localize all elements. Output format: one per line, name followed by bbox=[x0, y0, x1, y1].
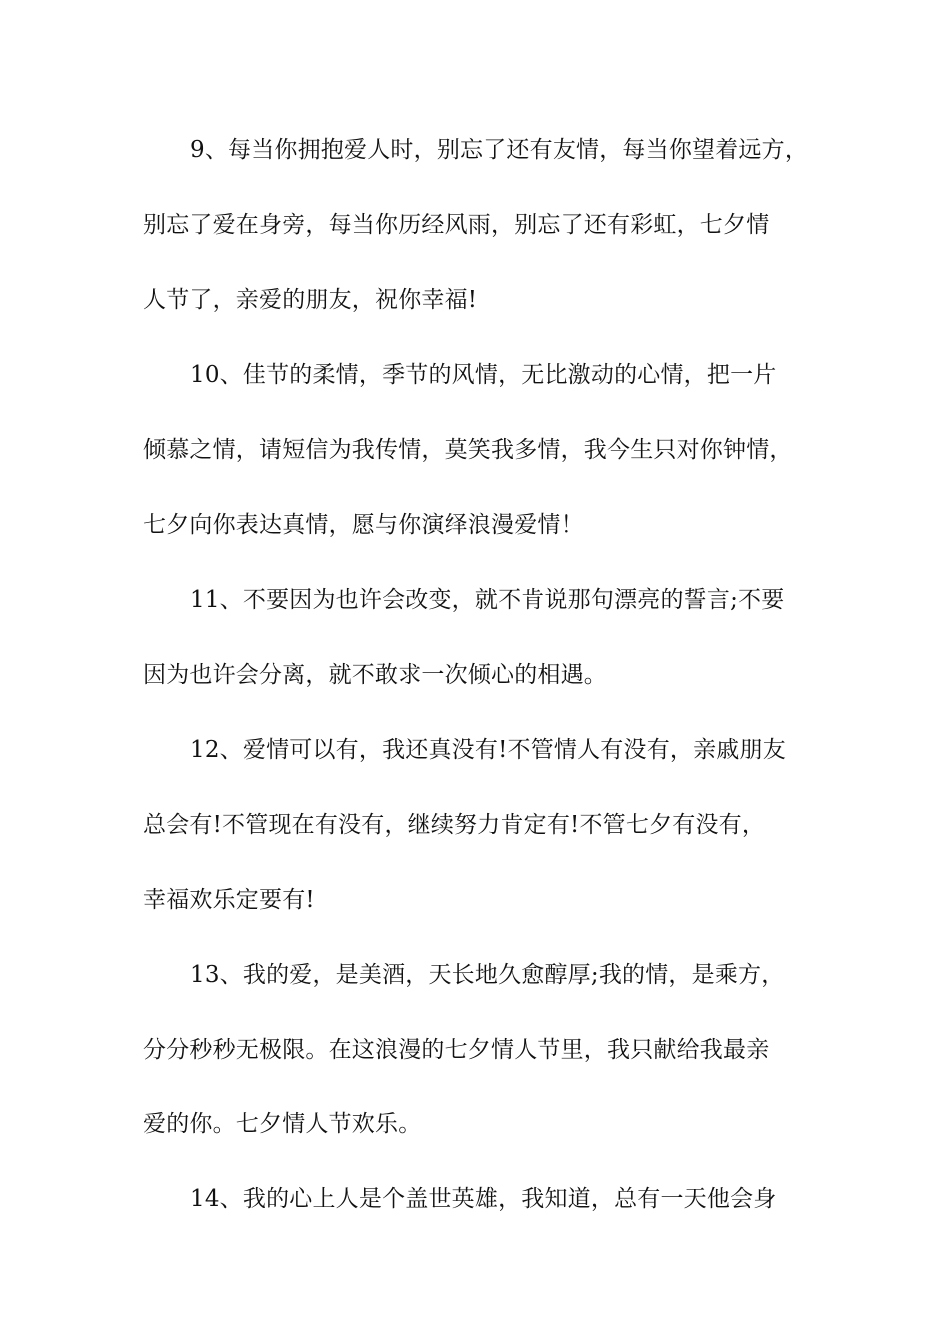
paragraph-13-line-1: 13、我的爱，是美酒，天长地久愈醇厚;我的情，是乘方， bbox=[190, 962, 785, 988]
paragraph-9-line-2: 别忘了爱在身旁，每当你历经风雨，别忘了还有彩虹，七夕情 bbox=[143, 212, 770, 238]
paragraph-10-line-3: 七夕向你表达真情，愿与你演绎浪漫爱情！ bbox=[143, 512, 584, 538]
paragraph-12-line-1: 12、爱情可以有，我还真没有!不管情人有没有，亲戚朋友 bbox=[190, 737, 786, 763]
paragraph-11-line-2: 因为也许会分离，就不敢求一次倾心的相遇。 bbox=[143, 662, 607, 688]
paragraph-13-line-2: 分分秒秒无极限。在这浪漫的七夕情人节里，我只献给我最亲 bbox=[143, 1037, 770, 1063]
paragraph-14-line-1: 14、我的心上人是个盖世英雄，我知道，总有一天他会身 bbox=[190, 1186, 777, 1212]
paragraph-12-line-2: 总会有!不管现在有没有，继续努力肯定有!不管七夕有没有， bbox=[143, 812, 766, 838]
paragraph-10-line-1: 10、佳节的柔情，季节的风情，无比激动的心情，把一片 bbox=[190, 362, 777, 388]
paragraph-12-line-3: 幸福欢乐定要有! bbox=[143, 887, 315, 913]
paragraph-9-line-3: 人节了，亲爱的朋友，祝你幸福! bbox=[143, 287, 478, 313]
paragraph-11-line-1: 11、不要因为也许会改变，就不肯说那句漂亮的誓言;不要 bbox=[190, 587, 785, 613]
paragraph-13-line-3: 爱的你。七夕情人节欢乐。 bbox=[143, 1111, 422, 1137]
paragraph-9-line-1: 9、每当你拥抱爱人时，别忘了还有友情，每当你望着远方， bbox=[190, 137, 809, 163]
paragraph-10-line-2: 倾慕之情，请短信为我传情，莫笑我多情，我今生只对你钟情， bbox=[143, 437, 793, 463]
